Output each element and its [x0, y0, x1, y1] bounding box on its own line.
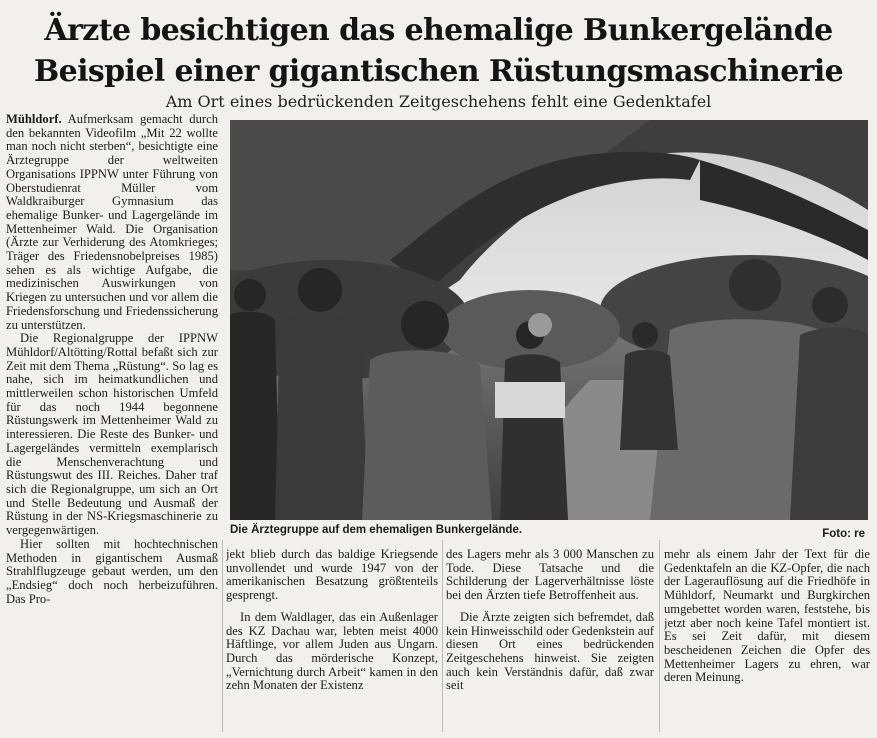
column-divider: [442, 540, 443, 732]
paragraph: des Lagers mehr als 3 000 Manschen zu Tode. Diese Tatsache und die Schilderung der Lagerverhältnisse löste bei den Ärzten tiefe Betroffenheit aus.: [446, 548, 654, 603]
headline-line-2: Beispiel einer gigantischen Rüstungsmaschinerie: [33, 54, 844, 89]
article-column-1: [6, 113, 218, 733]
article-column-3: [446, 548, 654, 733]
article-column-2: [226, 548, 438, 733]
headline-line-1: Ärzte besichtigen das ehemalige Bunkergelände: [44, 13, 833, 48]
paragraph-text: Aufmerksam gemacht durch den bekannten Videofilm „Mit 22 wollte man noch nicht sterben“, besichtigte eine Ärztegruppe der weltweiten Organisations IPPNW unter Führung von Oberstudienrat Müller vom Waldkraiburger Gymnasium das ehemalige Bunker- und Lagergelände im Mettenheimer Wald. Die Organisation (Ärzte zur Verhiderung des Atomkrieges; Träger des Friedensnobelpreises 1985) sehen es als wichtige Aufgabe, die medizinischen Auswirkungen von Kriegen zu untersuchen und vor allem die Friedensforschung und Friedenssicherung zu unterstützen.: [6, 113, 218, 332]
photo-caption: Die Ärztegruppe auf dem ehemaligen Bunkergelände.: [230, 524, 523, 536]
paragraph: Hier sollten mit hochtechnischen Methoden in gigantischem Ausmaß Strahlflugzeuge gebaut werden, um den „Endsieg“ doch noch herbeizuführen. Das Pro-: [6, 536, 218, 606]
dateline: Mühldorf.: [6, 113, 62, 126]
paragraph: mehr als einem Jahr der Text für die Gedenktafeln an die KZ-Opfer, die nach der Lagerauflösung auf die Friedhöfe in Mühldorf, Neumarkt und Burgkirchen umgebettet worden waren, feststehe, bis jetzt aber noch keine Tafel montiert ist. Es sei Zeit dafür, mit diesem bescheidenen Zeichen die Opfer des Mettenheimer Lagers zu ehren, war deren Meinung.: [664, 548, 870, 685]
paragraph: Die Ärzte zeigten sich befremdet, daß kein Hinweisschild oder Gedenkstein auf diesen Ort eines bedrückenden Zeitgeschehens hinweist. Sie zeigten auch kein Verständnis dafür, daß zwar seit: [446, 609, 654, 693]
paragraph: jekt blieb durch das baldige Kriegsende unvollendet und wurde 1947 von der amerikanischen Besatzung größtenteils gesprengt.: [226, 548, 438, 603]
paragraph: In dem Waldlager, das ein Außenlager des KZ Dachau war, lebten meist 4000 Häftlinge, vor allem Juden aus Ungarn. Durch das mörderische Konzept, „Vernichtung durch Arbeit“ kamen in den zehn Monaten der Existenz: [226, 609, 438, 693]
paragraph: Die Regionalgruppe der IPPNW Mühldorf/Altötting/Rottal befaßt sich zur Zeit mit dem Thema „Rüstung“. So lag es nahe, sich im heimatkundlichen und mittlerweilen schon historischen Umfeld für das noch 1944 begonnene Rüstungswerk im Mettenheimer Wald zu interessieren. Die Reste des Bunker- und Lagergeländes vermitteln exemplarisch die Menschenverachtung und Rüstungswut des III. Reiches. Daher traf sich die Regionalgruppe, um sich an Ort und Stelle Bedeutung und Ausmaß der Rüstung in der NS-Kriegsmaschinerie zu vergegenwärtigen.: [6, 331, 218, 538]
photo-credit: Foto: re: [822, 528, 865, 540]
article-photo: [230, 120, 868, 520]
paragraph: [6, 113, 218, 332]
column-divider: [659, 540, 660, 732]
column-divider: [222, 540, 223, 732]
subheadline: Am Ort eines bedrückenden Zeitgeschehens fehlt eine Gedenktafel: [165, 92, 712, 111]
article-column-4: [664, 548, 870, 733]
photo-image: [230, 120, 868, 520]
